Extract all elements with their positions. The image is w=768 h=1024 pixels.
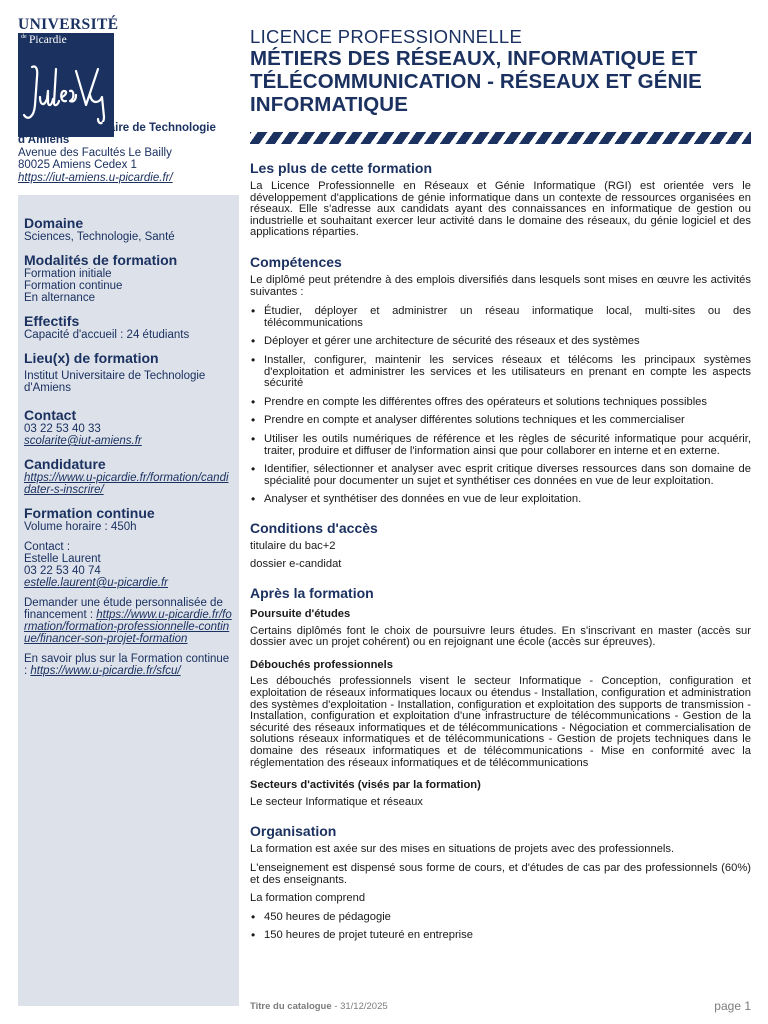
debouches-text: Les débouchés professionnels visent le secteur Informatique - Conception, configuration et exploitation de réseaux informatiques locaux ou étendus - Installation, configuration et administration des systèmes d'exploitation - Installation, configuration et exploitation des supports de transmission - Installation, configuration et exploitation d'une infrastructure de télécommunications - Gestion de la sécurité des réseaux informatiques et de télécommunications - Négociation et commercialisation de solutions réseaux informatiques et de télécommunications - Gestion de projets techniques dans le domaine des réseaux informatiques et de télécommunications - Mise en conformité avec la réglementation des réseaux informatiques et de télécommunications [250,675,751,769]
list-item: • Identifier, sélectionner et analyser avec esprit critique diverses ressources dans son domaine de spécialité pour documenter un sujet et synthétiser ces données en vue de leur exploitation. [250,464,751,487]
competences-intro: Le diplômé peut prétendre à des emplois diversifiés dans lesquels sont mises en œuvre les activités suivantes : [250,273,751,298]
fc-contact-phone: 03 22 53 40 74 [24,565,101,577]
main-content [250,160,751,957]
page-title: MÉTIERS DES RÉSEAUX, INFORMATIQUE ET TÉLÉCOMMUNICATION - RÉSEAUX ET GÉNIE INFORMATIQUE [250,47,702,116]
organisation-p2: L'enseignement est dispensé sous forme de cours, et d'études de cas par des professionnels (60%) et des enseignants. [250,861,751,886]
condition-item: dossier e-candidat [250,558,342,571]
volume-horaire: Volume horaire : 450h [24,521,137,533]
catalogue-date: - 31/12/2025 [331,1001,388,1012]
financement-link[interactable]: https://www.u-picardie.fr/formation/formation-professionnelle-continue/financer-son-projet-formation [24,609,232,645]
competences-section [250,254,751,506]
candidature-section [24,457,233,496]
conditions-section [250,520,751,571]
organisation-section [250,823,751,942]
address-city: 80025 Amiens Cedex 1 [18,159,137,172]
address-street: Avenue des Facultés Le Bailly [18,146,172,159]
logo-de-text: de [21,34,27,40]
page-footer [250,1001,751,1012]
modalites-heading: Modalités de formation [24,252,178,268]
candidature-heading: Candidature [24,456,106,472]
list-item: • Analyser et synthétiser des données en vue de leur exploitation. [250,494,751,506]
poursuite-text: Certains diplômés font le choix de poursuivre leurs études. En s'inscrivant en master (accès sur dossier avec un projet cohérent) ou en rejoignant une école (accès sur épreuves). [250,624,751,649]
conditions-heading: Conditions d'accès [250,519,378,536]
signature-logo-icon [18,55,114,131]
organisation-list [250,912,751,942]
contact-section [24,408,233,447]
domaine-section [24,216,233,243]
competences-list [250,306,751,506]
list-item: • Étudier, déployer et administrer un réseau informatique local, multi-sites ou des télécommunications [250,306,751,329]
financement-text: Demander une étude personnalisée de financement : [24,597,223,621]
fc-contact-label: Contact : [24,541,71,553]
list-item: • Déployer et gérer une architecture de sécurité des réseaux et des systèmes [250,336,751,348]
institution-name: Institut Universitaire de Technologie d'Amiens [18,122,216,147]
effectifs-heading: Effectifs [24,313,80,329]
modalites-section [24,253,233,304]
lieu-value: Institut Universitaire de Technologie d'Amiens [24,370,206,394]
list-item: • 450 heures de pédagogie [250,912,751,924]
list-item: • Utiliser les outils numériques de référence et les règles de sécurité informatique pour acquérir, traiter, produire et diffuser de l'information ainsi que pour collaborer en interne et en externe. [250,434,751,457]
page-header [250,28,751,144]
effectifs-value: Capacité d'accueil : 24 étudiants [24,329,190,341]
modalite-item: En alternance [24,292,95,304]
apres-section [250,585,751,808]
info-sidebar [18,195,239,1006]
plus-text: La Licence Professionnelle en Réseaux et Génie Informatique (RGI) est orientée vers le développement d'applications de génie informatique dans un contexte de ressources organisées en réseaux. Elle s'adresse aux candidats ayant des connaissances en informatique de gestion ou industrielle et souhaitant exercer leur activité dans le domaine des réseaux, du génie logiciel et des applications réparties. [250,180,751,239]
debouches-heading: Débouchés professionnels [250,658,393,671]
apres-heading: Après la formation [250,585,374,602]
more-info-text: En savoir plus sur la Formation continue : [24,653,230,677]
effectifs-section [24,314,233,341]
list-item: • Prendre en compte les différentes offres des opérateurs et solutions techniques possibles [250,397,751,409]
catalogue-label: Titre du catalogue [250,1001,332,1012]
financement-block [24,597,233,645]
formation-continue-heading: Formation continue [24,505,155,521]
competences-heading: Compétences [250,253,342,270]
domaine-value: Sciences, Technologie, Santé [24,231,175,243]
modalite-item: Formation initiale [24,268,112,280]
logo-university-text: UNIVERSITÉ [18,16,119,33]
poursuite-heading: Poursuite d'études [250,608,351,621]
list-item: • Installer, configurer, maintenir les services réseaux et télécoms les principaux systèmes d'exploitation et administrer les services et les utilisateurs en prenant en compte les aspects sécurité [250,355,751,390]
list-item: • Prendre en compte et analyser différentes solutions techniques et les commercialiser [250,415,751,427]
organisation-p3: La formation comprend [250,892,366,905]
plus-section [250,160,751,239]
secteurs-heading: Secteurs d'activités (visés par la formation) [250,779,481,792]
lieu-section [24,351,233,394]
institution-website-link[interactable]: https://iut-amiens.u-picardie.fr/ [18,171,173,184]
contact-heading: Contact [24,407,77,423]
logo-picardie-text: Picardie [29,34,67,46]
domaine-heading: Domaine [24,215,84,231]
more-info-block [24,653,233,677]
page-number: page 1 [714,999,751,1013]
university-logo [18,16,119,137]
fc-contact-name: Estelle Laurent [24,553,101,565]
striped-divider [250,132,751,144]
plus-heading: Les plus de cette formation [250,160,433,176]
contact-email-link[interactable]: scolarite@iut-amiens.fr [24,435,142,447]
secteurs-text: Le secteur Informatique et réseaux [250,795,423,808]
degree-type: LICENCE PROFESSIONNELLE [250,26,523,47]
candidature-link[interactable]: https://www.u-picardie.fr/formation/candidater-s-inscrire/ [24,472,229,496]
modalite-item: Formation continue [24,280,123,292]
organisation-heading: Organisation [250,823,337,840]
organisation-p1: La formation est axée sur des mises en situations de projets avec des professionnels. [250,843,675,856]
condition-item: titulaire du bac+2 [250,539,336,552]
lieu-heading: Lieu(x) de formation [24,350,159,366]
list-item: • 150 heures de projet tuteuré en entreprise [250,930,751,942]
formation-continue-section [24,506,233,677]
contact-phone: 03 22 53 40 33 [24,423,101,435]
sfcu-link[interactable]: https://www.u-picardie.fr/sfcu/ [30,665,181,677]
fc-contact-email-link[interactable]: estelle.laurent@u-picardie.fr [24,577,168,589]
institution-address [18,122,233,184]
